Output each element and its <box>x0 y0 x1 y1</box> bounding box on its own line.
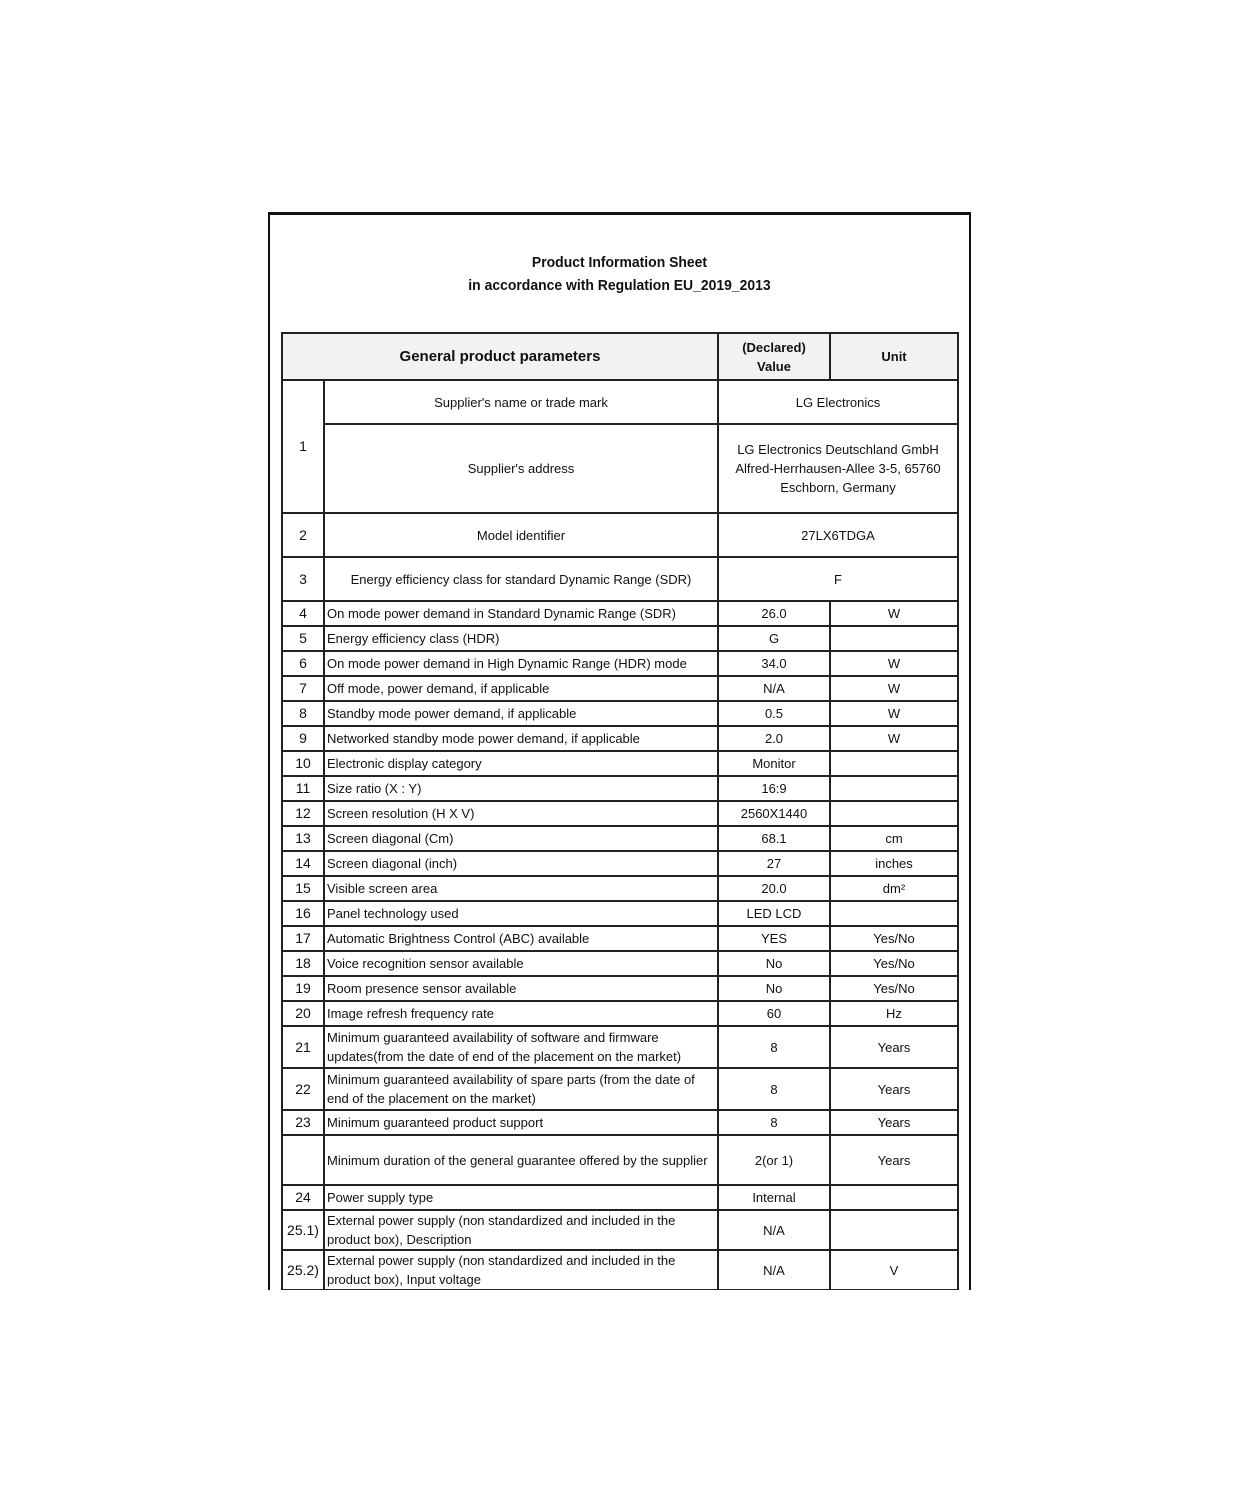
row-unit <box>830 626 958 651</box>
row-number <box>282 1135 324 1185</box>
row-unit: cm <box>830 826 958 851</box>
row-unit: dm² <box>830 876 958 901</box>
row-value: 8 <box>718 1110 830 1135</box>
table-row <box>282 557 958 601</box>
table-row <box>282 601 958 626</box>
row-value: Internal <box>718 1185 830 1210</box>
row-unit: W <box>830 701 958 726</box>
model-identifier-value: 27LX6TDGA <box>718 513 958 557</box>
row-unit: V <box>830 1250 958 1290</box>
table-row <box>282 1250 958 1290</box>
row-unit <box>830 1210 958 1250</box>
row-unit: Yes/No <box>830 926 958 951</box>
sheet-title <box>294 251 944 297</box>
row-number: 20 <box>282 1001 324 1026</box>
row-parameter: Energy efficiency class (HDR) <box>324 626 718 651</box>
table-header-row <box>282 333 958 380</box>
supplier-name-value: LG Electronics <box>718 380 958 424</box>
row-value: G <box>718 626 830 651</box>
row-value: 34.0 <box>718 651 830 676</box>
row-parameter: Visible screen area <box>324 876 718 901</box>
row-unit: Yes/No <box>830 976 958 1001</box>
row-parameter: Size ratio (X : Y) <box>324 776 718 801</box>
row-unit: W <box>830 601 958 626</box>
row-number: 22 <box>282 1068 324 1110</box>
table-row <box>282 1068 958 1110</box>
row-value: 8 <box>718 1026 830 1068</box>
row-number: 4 <box>282 601 324 626</box>
product-parameters-table <box>281 332 959 1290</box>
row-number: 3 <box>282 557 324 601</box>
row-number: 18 <box>282 951 324 976</box>
table-row <box>282 901 958 926</box>
header-general-params: General product parameters <box>282 333 718 380</box>
row-number: 11 <box>282 776 324 801</box>
table-row <box>282 626 958 651</box>
row-unit: Hz <box>830 1001 958 1026</box>
row-parameter: Screen diagonal (Cm) <box>324 826 718 851</box>
row-number: 21 <box>282 1026 324 1068</box>
row-number: 2 <box>282 513 324 557</box>
row-parameter: Electronic display category <box>324 751 718 776</box>
row-parameter: Minimum guaranteed availability of software and firmware updates(from the date of end of the placement on the market) <box>324 1026 718 1068</box>
table-row <box>282 776 958 801</box>
row-number: 25.2) <box>282 1250 324 1290</box>
model-identifier-label: Model identifier <box>324 513 718 557</box>
row-number: 7 <box>282 676 324 701</box>
row-number: 8 <box>282 701 324 726</box>
row-unit: W <box>830 651 958 676</box>
row-parameter: Minimum guaranteed product support <box>324 1110 718 1135</box>
row-parameter: Screen diagonal (inch) <box>324 851 718 876</box>
table-row <box>282 651 958 676</box>
table-row <box>282 1026 958 1068</box>
row-parameter: Off mode, power demand, if applicable <box>324 676 718 701</box>
table-row <box>282 676 958 701</box>
title-line-1: Product Information Sheet <box>531 254 708 271</box>
row-parameter: On mode power demand in Standard Dynamic Range (SDR) <box>324 601 718 626</box>
row-number: 12 <box>282 801 324 826</box>
row-parameter: Image refresh frequency rate <box>324 1001 718 1026</box>
table-row <box>282 1001 958 1026</box>
row-number: 16 <box>282 901 324 926</box>
row-unit: inches <box>830 851 958 876</box>
row-unit <box>830 751 958 776</box>
row-number: 10 <box>282 751 324 776</box>
row-number: 14 <box>282 851 324 876</box>
supplier-address-label: Supplier's address <box>324 424 718 513</box>
row-value: 68.1 <box>718 826 830 851</box>
row-value: 27 <box>718 851 830 876</box>
table-row <box>282 801 958 826</box>
row-value: 26.0 <box>718 601 830 626</box>
row-value: 0.5 <box>718 701 830 726</box>
supplier-name-label: Supplier's name or trade mark <box>324 380 718 424</box>
row-unit <box>830 776 958 801</box>
row-number: 25.1) <box>282 1210 324 1250</box>
table-row <box>282 1135 958 1185</box>
row-number: 19 <box>282 976 324 1001</box>
row-value: 60 <box>718 1001 830 1026</box>
table-row <box>282 1185 958 1210</box>
row-unit <box>830 801 958 826</box>
energy-class-sdr-value: F <box>718 557 958 601</box>
row-value: No <box>718 951 830 976</box>
row-value: 20.0 <box>718 876 830 901</box>
row-value: 2560X1440 <box>718 801 830 826</box>
row-number: 13 <box>282 826 324 851</box>
row-number: 24 <box>282 1185 324 1210</box>
row-value: 8 <box>718 1068 830 1110</box>
supplier-address-value: LG Electronics Deutschland GmbH Alfred-Herrhausen-Allee 3-5, 65760 Eschborn, Germany <box>718 424 958 513</box>
row-parameter: Power supply type <box>324 1185 718 1210</box>
row-unit: W <box>830 726 958 751</box>
title-line-2: in accordance with Regulation EU_2019_2013 <box>468 277 771 294</box>
table-row <box>282 926 958 951</box>
table-row <box>282 951 958 976</box>
row-unit <box>830 1185 958 1210</box>
table-row <box>282 424 958 513</box>
row-parameter: Standby mode power demand, if applicable <box>324 701 718 726</box>
row-value: 2.0 <box>718 726 830 751</box>
row-unit: Years <box>830 1068 958 1110</box>
row-parameter: On mode power demand in High Dynamic Range (HDR) mode <box>324 651 718 676</box>
table-row <box>282 1110 958 1135</box>
row-parameter: External power supply (non standardized and included in the product box), Input voltage <box>324 1250 718 1290</box>
table-row <box>282 976 958 1001</box>
row-unit: W <box>830 676 958 701</box>
table-row <box>282 513 958 557</box>
row-unit: Yes/No <box>830 951 958 976</box>
row-number: 15 <box>282 876 324 901</box>
row-number: 9 <box>282 726 324 751</box>
row-value: N/A <box>718 1250 830 1290</box>
row-value: N/A <box>718 1210 830 1250</box>
row-parameter: Minimum guaranteed availability of spare parts (from the date of end of the placement on the market) <box>324 1068 718 1110</box>
header-unit: Unit <box>830 333 958 380</box>
row-number: 23 <box>282 1110 324 1135</box>
row-value: N/A <box>718 676 830 701</box>
row-parameter: Room presence sensor available <box>324 976 718 1001</box>
table-row <box>282 726 958 751</box>
row-parameter: External power supply (non standardized and included in the product box), Description <box>324 1210 718 1250</box>
energy-class-sdr-label: Energy efficiency class for standard Dynamic Range (SDR) <box>324 557 718 601</box>
row-parameter: Automatic Brightness Control (ABC) available <box>324 926 718 951</box>
row-unit: Years <box>830 1110 958 1135</box>
header-declared-value <box>718 333 830 380</box>
row-value: YES <box>718 926 830 951</box>
row-number: 5 <box>282 626 324 651</box>
row-number: 17 <box>282 926 324 951</box>
row-parameter: Voice recognition sensor available <box>324 951 718 976</box>
table-row <box>282 851 958 876</box>
table-row <box>282 751 958 776</box>
row-unit: Years <box>830 1026 958 1068</box>
row-number: 1 <box>282 380 324 513</box>
row-parameter: Minimum duration of the general guarantee offered by the supplier <box>324 1135 718 1185</box>
row-value: 2(or 1) <box>718 1135 830 1185</box>
header-declared-line2: Value <box>757 358 791 374</box>
row-parameter: Panel technology used <box>324 901 718 926</box>
row-value: Monitor <box>718 751 830 776</box>
table-row <box>282 1210 958 1250</box>
table-row <box>282 701 958 726</box>
row-parameter: Screen resolution (H X V) <box>324 801 718 826</box>
table-row <box>282 380 958 424</box>
row-value: LED LCD <box>718 901 830 926</box>
table-row <box>282 826 958 851</box>
row-value: 16:9 <box>718 776 830 801</box>
table-row <box>282 876 958 901</box>
row-value: No <box>718 976 830 1001</box>
row-unit <box>830 901 958 926</box>
row-number: 6 <box>282 651 324 676</box>
row-unit: Years <box>830 1135 958 1185</box>
row-parameter: Networked standby mode power demand, if applicable <box>324 726 718 751</box>
header-declared-line1: (Declared) <box>742 339 806 355</box>
product-information-sheet <box>268 212 971 1290</box>
